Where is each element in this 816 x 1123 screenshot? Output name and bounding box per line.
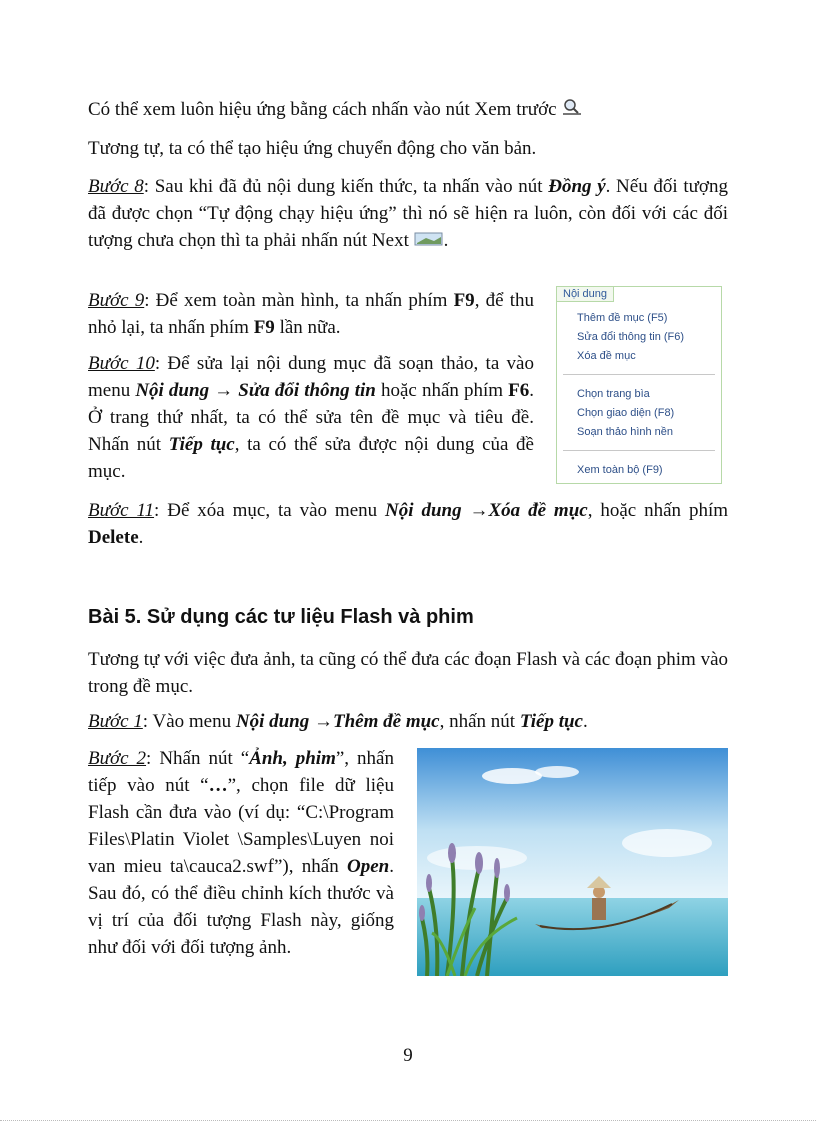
menu-item-delete[interactable]: Xóa đề mục bbox=[577, 350, 636, 362]
dots-button-name: … bbox=[208, 775, 228, 796]
paragraph-flash-intro: Tương tự với việc đưa ảnh, ta cũng có thể đưa các đoạn Flash và các đoạn phim vào trong đề mục. bbox=[88, 649, 728, 697]
agree-button-name: Đồng ý bbox=[548, 176, 606, 197]
step-9-text-3: lần nữa. bbox=[274, 317, 341, 338]
menu-them-de-muc: Thêm đề mục bbox=[333, 711, 440, 732]
continue-button-name: Tiếp tục bbox=[519, 711, 583, 732]
step-11-text: : Để xóa mục, ta vào menu bbox=[154, 500, 386, 521]
section-heading: Bài 5. Sử dụng các tư liệu Flash và phim bbox=[88, 606, 474, 628]
step-11-label: Bước 11 bbox=[88, 500, 155, 521]
menu-item-background[interactable]: Soạn thảo hình nền bbox=[577, 426, 674, 438]
menu-item-add[interactable]: Thêm đề mục (F5) bbox=[577, 312, 668, 324]
content-menu bbox=[556, 286, 722, 484]
open-button-name: Open bbox=[347, 856, 390, 877]
key-f9-again: F9 bbox=[253, 317, 275, 338]
fisherman-boat-image bbox=[417, 748, 728, 976]
step-1-text: : Vào menu bbox=[142, 711, 236, 732]
key-delete: Delete bbox=[88, 527, 139, 548]
step-10-text-4: , ta có thể sửa được nội dung của đề mục. bbox=[88, 434, 534, 482]
menu-item-view-all[interactable]: Xem toàn bộ (F9) bbox=[577, 464, 663, 476]
menu-list bbox=[557, 309, 721, 480]
step-1-text-2: , nhấn nút bbox=[439, 711, 520, 732]
media-button-name: Ảnh, phim bbox=[249, 748, 336, 769]
step-1-end: . bbox=[582, 711, 588, 732]
step-2-text-3: ”, chọn file dữ liệu Flash cần đưa vào (ví dụ: “C:\Program Files\Platin Violet \Samples\Luyen noi van mieu ta\cauca2.swf”), nhấn bbox=[88, 775, 394, 877]
step-10-text: : Để sửa lại nội dung mục đã soạn thảo, ta vào menu bbox=[88, 353, 534, 401]
menu-noi-dung: Nội dung bbox=[385, 500, 462, 521]
menu-item-theme[interactable]: Chọn giao diện (F8) bbox=[577, 407, 675, 419]
step-1 bbox=[88, 708, 728, 735]
menu-item-edit[interactable]: Sửa đổi thông tin (F6) bbox=[577, 331, 685, 343]
step-9-label: Bước 9 bbox=[88, 290, 145, 311]
step-9 bbox=[88, 287, 534, 341]
step-8-end: . bbox=[443, 230, 449, 251]
step-11 bbox=[88, 497, 728, 551]
key-f9: F9 bbox=[453, 290, 475, 311]
step-1-label: Bước 1 bbox=[88, 711, 143, 732]
step-2-text-2: ”, nhấn tiếp vào nút “ bbox=[88, 748, 394, 796]
step-10-label: Bước 10 bbox=[88, 353, 155, 374]
paragraph-preview bbox=[88, 96, 728, 125]
preview-magnifier-icon bbox=[561, 97, 583, 125]
step-8-text-2: . Nếu đối tượng đã được chọn “Tự động chạy hiệu ứng” thì nó sẽ hiện ra luôn, còn đối với các đối tượng chưa chọn thì ta phải nhấn nút Next bbox=[88, 176, 728, 251]
step-2-text: : Nhấn nút “ bbox=[146, 748, 250, 769]
menu-separator bbox=[563, 450, 715, 451]
step-8 bbox=[88, 173, 728, 255]
arrow: → bbox=[461, 500, 489, 521]
menu-separator bbox=[563, 374, 715, 375]
step-2-label: Bước 2 bbox=[88, 748, 147, 769]
menu-noi-dung: Nội dung bbox=[135, 380, 210, 401]
menu-noi-dung: Nội dung bbox=[235, 711, 310, 732]
page-bottom-divider bbox=[0, 1120, 816, 1121]
step-9-text: : Để xem toàn màn hình, ta nhấn phím bbox=[144, 290, 454, 311]
next-slide-icon bbox=[414, 228, 444, 255]
step-8-label: Bước 8 bbox=[88, 176, 144, 197]
menu-tab-noi-dung[interactable]: Nội dung bbox=[556, 286, 614, 302]
step-10-text-3: . Ở trang thứ nhất, ta có thể sửa tên đề mục và tiêu đề. Nhấn nút bbox=[88, 380, 535, 455]
key-f6: F6 bbox=[508, 380, 530, 401]
menu-xoa-de-muc: Xóa đề mục bbox=[488, 500, 588, 521]
continue-button-name: Tiếp tục bbox=[168, 434, 235, 455]
step-10 bbox=[88, 350, 534, 485]
step-11-text-2: , hoặc nhấn phím bbox=[587, 500, 729, 521]
step-2-text-4: . Sau đó, có thể điều chỉnh kích thước và vị trí của đối tượng Flash này, giống như đối với đối tượng ảnh. bbox=[88, 856, 394, 958]
step-11-end: . bbox=[138, 527, 144, 548]
paragraph-text-effect: Tương tự, ta có thể tạo hiệu ứng chuyển động cho văn bản. bbox=[88, 138, 537, 159]
menu-item-cover[interactable]: Chọn trang bìa bbox=[577, 388, 650, 400]
step-9-text-2: , để thu nhỏ lại, ta nhấn phím bbox=[88, 290, 534, 338]
step-2 bbox=[88, 745, 394, 961]
page-number: 9 bbox=[403, 1045, 413, 1066]
step-8-text: : Sau khi đã đủ nội dung kiến thức, ta nhấn vào nút bbox=[143, 176, 549, 197]
preview-text: Có thể xem luôn hiệu ứng bằng cách nhấn vào nút Xem trước bbox=[88, 99, 557, 120]
menu-sua-doi: Sửa đổi thông tin bbox=[238, 380, 376, 401]
arrow: → bbox=[209, 380, 239, 401]
step-10-text-2: hoặc nhấn phím bbox=[375, 380, 509, 401]
arrow: → bbox=[309, 711, 333, 732]
